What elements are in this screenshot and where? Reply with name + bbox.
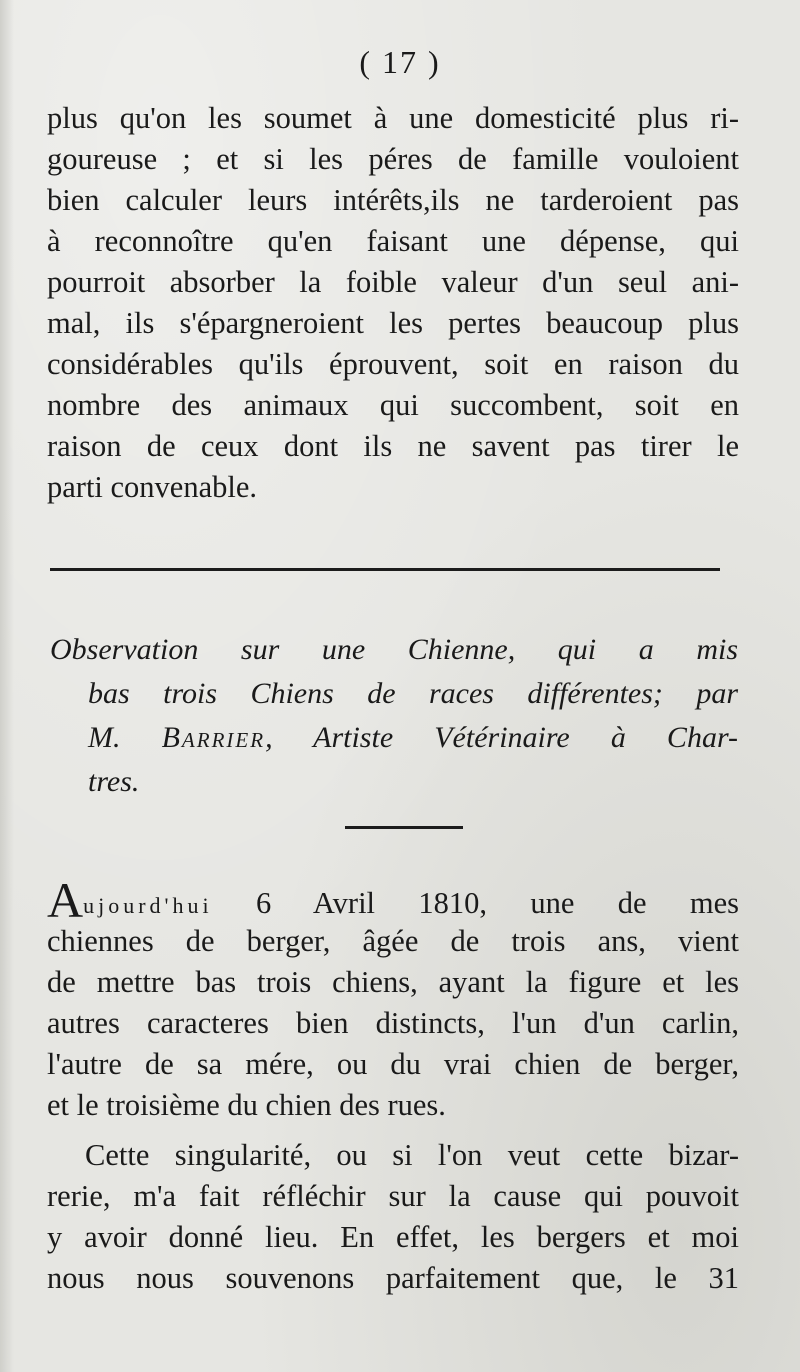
text-line: bien calculer leurs intérêts,ils ne tarderoient pas xyxy=(47,183,739,217)
text-line: rerie, m'a fait réfléchir sur la cause qui pouvoit xyxy=(47,1179,739,1213)
text-line: l'autre de sa mére, ou du vrai chien de berger, xyxy=(47,1047,739,1081)
heading-line: tres. xyxy=(88,765,140,798)
text-line: mal, ils s'épargneroient les pertes beaucoup plus xyxy=(47,306,739,340)
page-number: ( 17 ) xyxy=(359,44,441,80)
author-name: Barrier xyxy=(161,721,266,754)
text-line: plus qu'on les soumet à une domesticité plus ri- xyxy=(47,101,739,135)
heading-line-author xyxy=(50,716,738,760)
text-line-first xyxy=(47,872,740,928)
paragraph-continuation xyxy=(47,98,739,508)
text-line: nous nous souvenons parfaitement que, le 31 xyxy=(47,1261,739,1295)
text-line: raison de ceux dont ils ne savent pas tirer le xyxy=(47,429,739,463)
text-line: nombre des animaux qui succombent, soit en xyxy=(47,388,739,422)
paragraph-opening xyxy=(47,872,740,1126)
text-line: à reconnoître qu'en faisant une dépense, qui xyxy=(47,224,739,258)
text-line: y avoir donné lieu. En effet, les bergers et moi xyxy=(47,1220,739,1254)
text-line: chiennes de berger, âgée de trois ans, vient xyxy=(47,924,739,958)
text-line: Cette singularité, ou si l'on veut cette bizar- xyxy=(85,1138,739,1172)
opening-line-rest: 6 Avril 1810, une de mes xyxy=(255,886,740,920)
opening-word: ujourd'hui xyxy=(83,893,213,918)
text-line: de mettre bas trois chiens, ayant la figure et les xyxy=(47,965,739,999)
text-line: parti convenable. xyxy=(47,470,258,504)
heading-line: Observation sur une Chienne, qui a mis xyxy=(50,633,738,666)
paragraph-body xyxy=(47,1135,739,1299)
author-role: , Artiste Vétérinaire à Char- xyxy=(265,721,739,754)
author-title: M. xyxy=(88,721,121,754)
heading-line: bas trois Chiens de races différentes; par xyxy=(88,677,738,710)
drop-cap: A xyxy=(47,872,84,928)
text-line: goureuse ; et si les péres de famille vouloient xyxy=(47,142,739,176)
short-divider xyxy=(345,826,463,829)
article-heading xyxy=(50,628,738,804)
text-line: considérables qu'ils éprouvent, soit en raison du xyxy=(47,347,739,381)
text-line: et le troisième du chien des rues. xyxy=(47,1088,446,1122)
section-divider xyxy=(50,568,720,571)
text-line: autres caracteres bien distincts, l'un d'un carlin, xyxy=(47,1006,739,1040)
page-binding-shadow xyxy=(0,0,14,1372)
text-line: pourroit absorber la foible valeur d'un seul ani- xyxy=(47,265,739,299)
